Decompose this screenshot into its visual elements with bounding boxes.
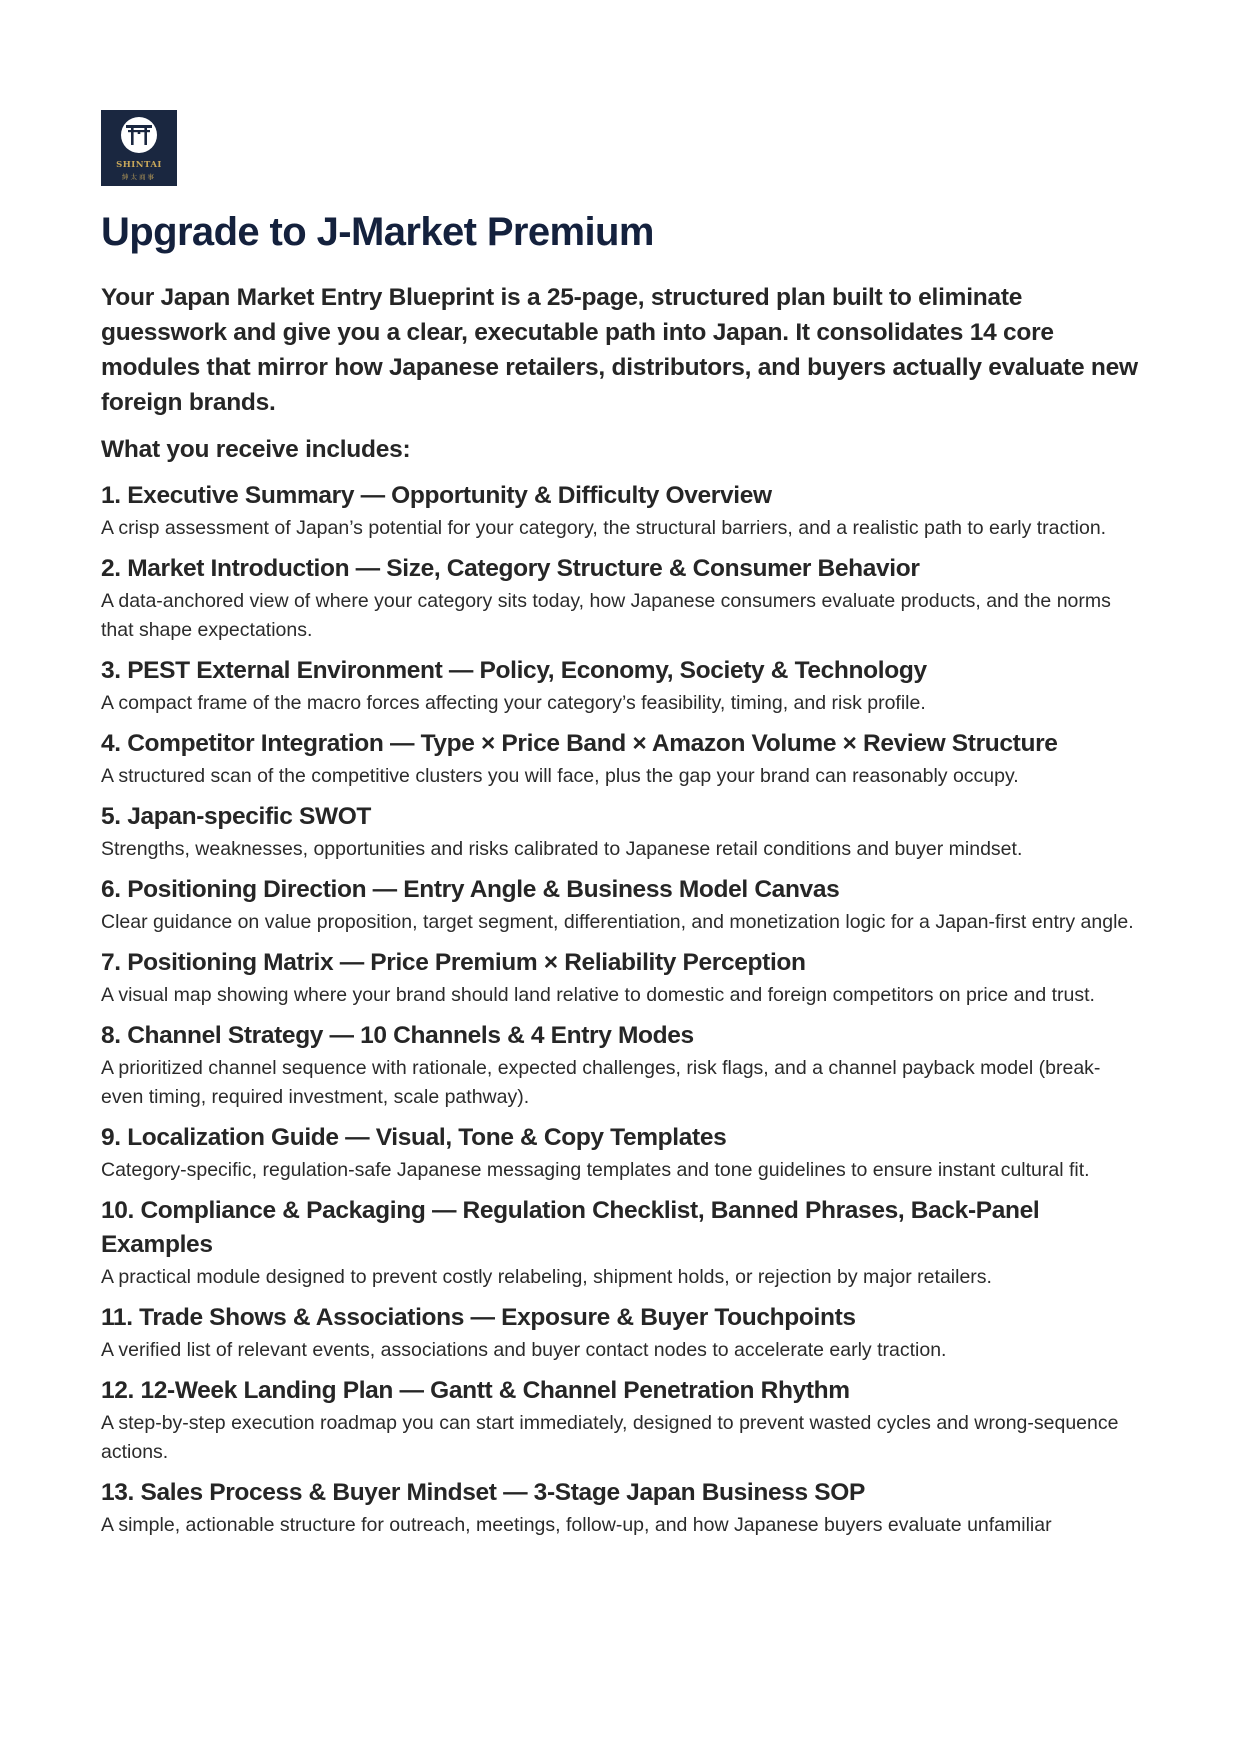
module-item: [101, 552, 1141, 645]
module-description: A verified list of relevant events, associations and buyer contact nodes to accelerate early traction.: [101, 1339, 947, 1361]
module-description: Strengths, weaknesses, opportunities and risks calibrated to Japanese retail conditions and buyer mindset.: [101, 838, 1023, 860]
module-item: [101, 479, 1141, 543]
module-heading: 2. Market Introduction — Size, Category Structure & Consumer Behavior: [101, 555, 920, 582]
module-item: [101, 727, 1141, 791]
module-item: [101, 1301, 1141, 1365]
company-logo: [101, 110, 177, 186]
module-item: [101, 654, 1141, 718]
module-item: [101, 1476, 1141, 1540]
module-item: [101, 800, 1141, 864]
module-item: [101, 1194, 1141, 1292]
module-list: [101, 479, 1141, 1540]
module-description: A prioritized channel sequence with rationale, expected challenges, risk flags, and a channel payback model (break-even timing, required investment, scale pathway).: [101, 1057, 1101, 1108]
module-description: A simple, actionable structure for outreach, meetings, follow-up, and how Japanese buyers evaluate unfamiliar: [101, 1514, 1052, 1536]
module-item: [101, 1374, 1141, 1467]
page-title: Upgrade to J-Market Premium: [101, 210, 654, 254]
logo-name: SHINTAI: [116, 160, 162, 170]
module-heading: 12. 12-Week Landing Plan — Gantt & Channel Penetration Rhythm: [101, 1377, 850, 1404]
module-item: [101, 1121, 1141, 1185]
logo-subtitle: 紳太商事: [122, 173, 156, 181]
module-heading: 9. Localization Guide — Visual, Tone & Copy Templates: [101, 1124, 727, 1151]
module-heading: 11. Trade Shows & Associations — Exposure & Buyer Touchpoints: [101, 1304, 856, 1331]
module-description: A data-anchored view of where your category sits today, how Japanese consumers evaluate products, and the norms that shape expectations.: [101, 590, 1111, 641]
module-heading: 7. Positioning Matrix — Price Premium × Reliability Perception: [101, 949, 806, 976]
module-item: [101, 1019, 1141, 1112]
module-description: A practical module designed to prevent costly relabeling, shipment holds, or rejection by major retailers.: [101, 1266, 992, 1288]
module-item: [101, 873, 1141, 937]
module-item: [101, 946, 1141, 1010]
module-description: A compact frame of the macro forces affecting your category’s feasibility, timing, and risk profile.: [101, 692, 926, 714]
module-heading: 8. Channel Strategy — 10 Channels & 4 Entry Modes: [101, 1022, 694, 1049]
module-heading: 6. Positioning Direction — Entry Angle & Business Model Canvas: [101, 876, 840, 903]
module-description: A step-by-step execution roadmap you can start immediately, designed to prevent wasted cycles and wrong-sequence actions.: [101, 1412, 1119, 1463]
module-heading: 4. Competitor Integration — Type × Price Band × Amazon Volume × Review Structure: [101, 730, 1058, 757]
document-page: [101, 110, 1141, 1549]
module-heading: 10. Compliance & Packaging — Regulation Checklist, Banned Phrases, Back-Panel Examples: [101, 1197, 1040, 1258]
module-description: A structured scan of the competitive clusters you will face, plus the gap your brand can reasonably occupy.: [101, 765, 1019, 787]
intro-paragraph: Your Japan Market Entry Blueprint is a 25-page, structured plan built to eliminate guesswork and give you a clear, executable path into Japan. It consolidates 14 core modules that mirror how Japanese retailers, distributors, and buyers actually evaluate new foreign brands.: [101, 284, 1138, 416]
module-description: A crisp assessment of Japan’s potential for your category, the structural barriers, and a realistic path to early traction.: [101, 517, 1107, 539]
module-heading: 13. Sales Process & Buyer Mindset — 3-Stage Japan Business SOP: [101, 1479, 865, 1506]
module-heading: 3. PEST External Environment — Policy, Economy, Society & Technology: [101, 657, 927, 684]
module-description: A visual map showing where your brand should land relative to domestic and foreign competitors on price and trust.: [101, 984, 1095, 1006]
module-heading: 5. Japan-specific SWOT: [101, 803, 372, 830]
receive-label: What you receive includes:: [101, 436, 411, 463]
module-heading: 1. Executive Summary — Opportunity & Difficulty Overview: [101, 482, 772, 509]
module-description: Clear guidance on value proposition, target segment, differentiation, and monetization logic for a Japan-first entry angle.: [101, 911, 1134, 933]
module-description: Category-specific, regulation-safe Japanese messaging templates and tone guidelines to ensure instant cultural fit.: [101, 1159, 1090, 1181]
